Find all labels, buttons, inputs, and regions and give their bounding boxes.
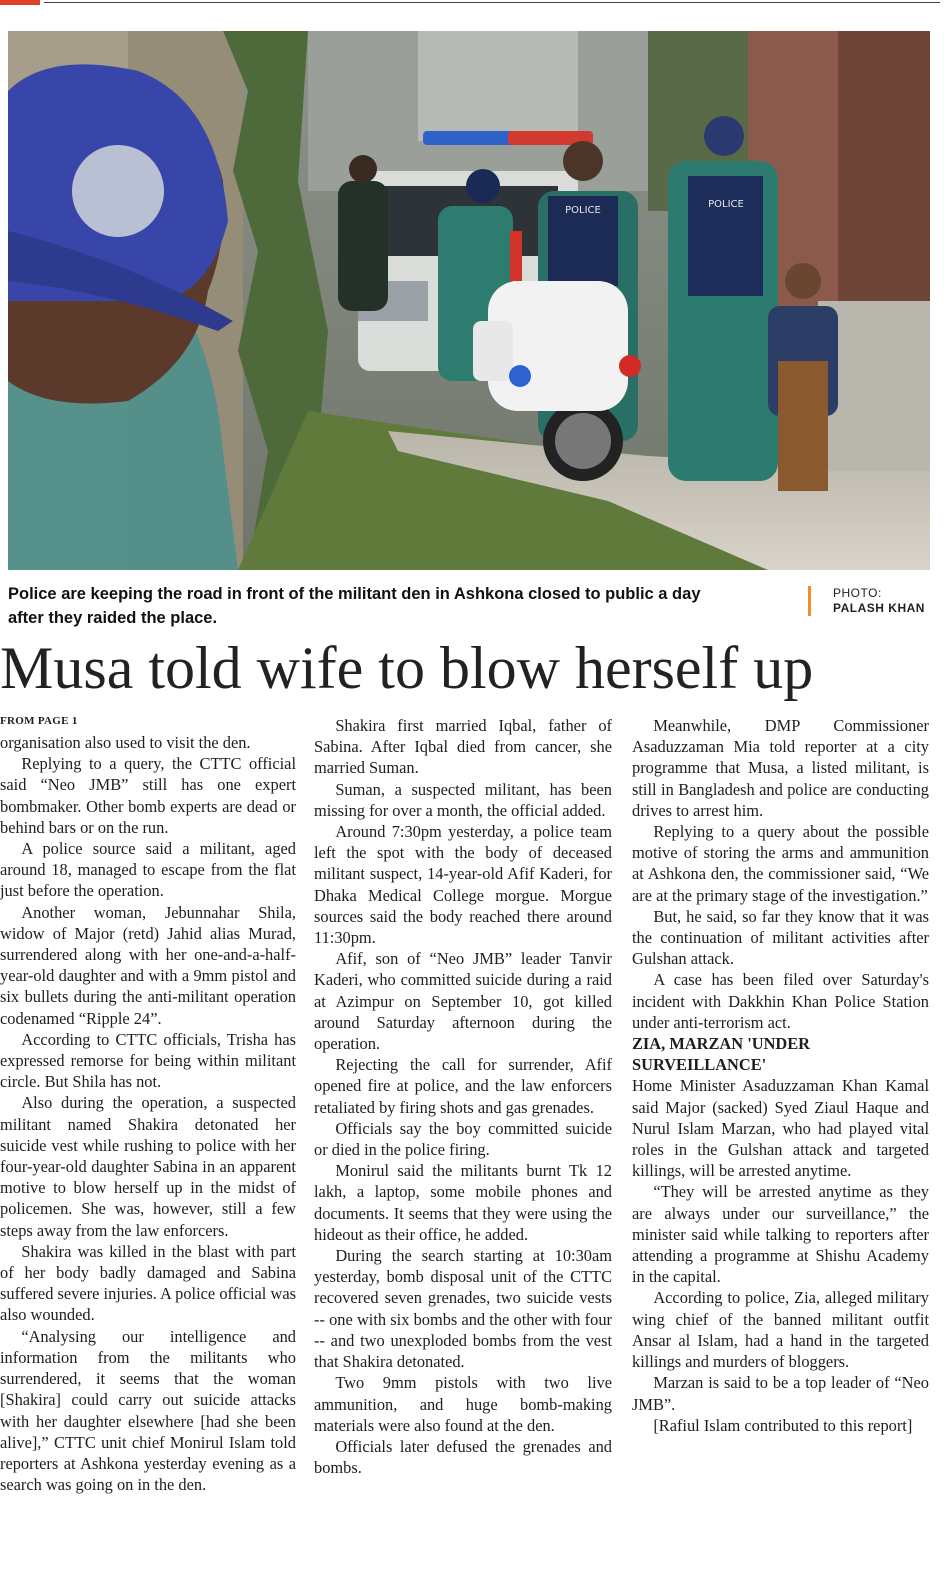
paragraph: [Rafiul Islam contributed to this report] xyxy=(653,1415,913,1435)
divider xyxy=(44,2,940,3)
paragraph: During the search starting at 10:30am yesterday, bomb disposal unit of the CTTC recovered seven grenades, two suicide vests -- one with six bombs and the other with four -- and two unexploded bombs from the vest that Shakira detonated. xyxy=(314,1246,612,1372)
paragraph: Officials say the boy committed suicide or died in the police firing. xyxy=(314,1118,612,1160)
paragraph: Replying to a query about the possible motive of storing the arms and ammunition at Ashkona den, the commissioner said, “We are at the primary stage of the investigation.” xyxy=(632,822,929,905)
article-column-2 xyxy=(314,715,612,1478)
credit-label: PHOTO: xyxy=(833,586,882,600)
headline: Musa told wife to blow herself up xyxy=(0,635,814,701)
vest-label: POLICE xyxy=(565,205,601,216)
paragraph: Afif, son of “Neo JMB” leader Tanvir Kaderi, who committed suicide during a raid at Azimpur on September 10, got killed around Saturday afternoon during the operation. xyxy=(314,949,612,1054)
top-rule xyxy=(0,0,948,8)
section-marker xyxy=(0,0,40,5)
paragraph: Marzan is said to be a top leader of “Neo JMB”. xyxy=(632,1373,929,1414)
paragraph: Shakira first married Iqbal, father of Sabina. After Iqbal died from cancer, she married Suman. xyxy=(314,716,612,778)
paragraph: Meanwhile, DMP Commissioner Asaduzzaman Mia told reporter at a city programme that Musa, a listed militant, is still in Bangladesh and police are conducting drives to arrest him. xyxy=(632,716,929,820)
paragraph: Around 7:30pm yesterday, a police team left the spot with the body of deceased militant suspect, 14-year-old Afif Kaderi, for Dhaka Medical College morgue. Morgue sources said the body reached there around 11:30pm. xyxy=(314,822,612,948)
photo-credit xyxy=(808,586,925,616)
credit-name: PALASH KHAN xyxy=(833,601,925,615)
news-photo xyxy=(8,31,930,570)
paragraph: Home Minister Asaduzzaman Khan Kamal said Major (sacked) Syed Ziaul Haque and Nurul Islam Marzan, who had played vital roles in the Gulshan attack and targeted killings, will be arrested anytime. xyxy=(632,1076,929,1181)
paragraph: A police source said a militant, aged around 18, managed to escape from the flat just before the operation. xyxy=(0,839,296,901)
section-subhead: ZIA, MARZAN 'UNDER SURVEILLANCE' xyxy=(632,1034,811,1075)
vest-label: POLICE xyxy=(708,199,744,210)
paragraph: According to police, Zia, alleged military wing chief of the banned militant outfit Ansar al Islam, had a hand in the targeted killings and murders of bloggers. xyxy=(632,1288,929,1372)
photo-caption: Police are keeping the road in front of the militant den in Ashkona closed to public a day after they raided the place. xyxy=(8,585,701,627)
paragraph: But, he said, so far they know that it was the continuation of militant activities after Gulshan attack. xyxy=(632,906,929,969)
paragraph: Another woman, Jebunnahar Shila, widow of Major (retd) Jahid alias Murad, surrendered along with her one-and-a-half-year-old daughter and with a 9mm pistol and six bullets during the anti-militant operation codenamed “Ripple 24”. xyxy=(0,902,296,1028)
paragraph: Officials later defused the grenades and bombs. xyxy=(314,1436,612,1478)
paragraph: Shakira was killed in the blast with part of her body badly damaged and Sabina suffered severe injuries. A police official was also wounded. xyxy=(0,1241,296,1325)
paragraph: Two 9mm pistols with two live ammunition, and huge bomb-making materials were also found at the den. xyxy=(314,1373,612,1435)
paragraph: “They will be arrested anytime as they are always under our surveillance,” the minister said while talking to reporters after attending a programme at Shishu Academy in the capital. xyxy=(632,1182,929,1287)
article-column-1 xyxy=(0,715,296,1495)
paragraph: Replying to a query, the CTTC official said “Neo JMB” still has one expert bombmaker. Other bomb experts are dead or behind bars or on the run. xyxy=(0,754,296,837)
paragraph: Suman, a suspected militant, has been missing for over a month, the official added. xyxy=(314,779,612,820)
paragraph: Monirul said the militants burnt Tk 12 lakh, a laptop, some mobile phones and documents. It seems that they were using the hideout as their office, he added. xyxy=(314,1161,612,1244)
paragraph: organisation also used to visit the den. xyxy=(0,733,251,752)
paragraph: Rejecting the call for surrender, Afif opened fire at police, and the law enforcers retaliated by firing shots and gas grenades. xyxy=(314,1055,612,1117)
paragraph: Also during the operation, a suspected militant named Shakira detonated her suicide vest while rushing to police with her four-year-old daughter Sabina in an apparent motive to blow herself up in the midst of policemen. She was, however, still a few steps away from the law enforcers. xyxy=(0,1093,296,1240)
paragraph: “Analysing our intelligence and information from the militants who surrendered, it seems that the woman [Shakira] could carry out suicide attacks with her daughter elsewhere [had she been alive],” CTTC unit chief Monirul Islam told reporters at Ashkona yesterday evening as a search was going on in the den. xyxy=(0,1326,296,1495)
paragraph: According to CTTC officials, Trisha has expressed remorse for being within militant circle. But Shila has not. xyxy=(0,1029,296,1092)
paragraph: A case has been filed over Saturday's incident with Dakkhin Khan Police Station under anti-terrorism act. xyxy=(632,970,929,1032)
from-page-label: FROM PAGE 1 xyxy=(0,715,78,727)
article-column-3 xyxy=(632,715,929,1436)
